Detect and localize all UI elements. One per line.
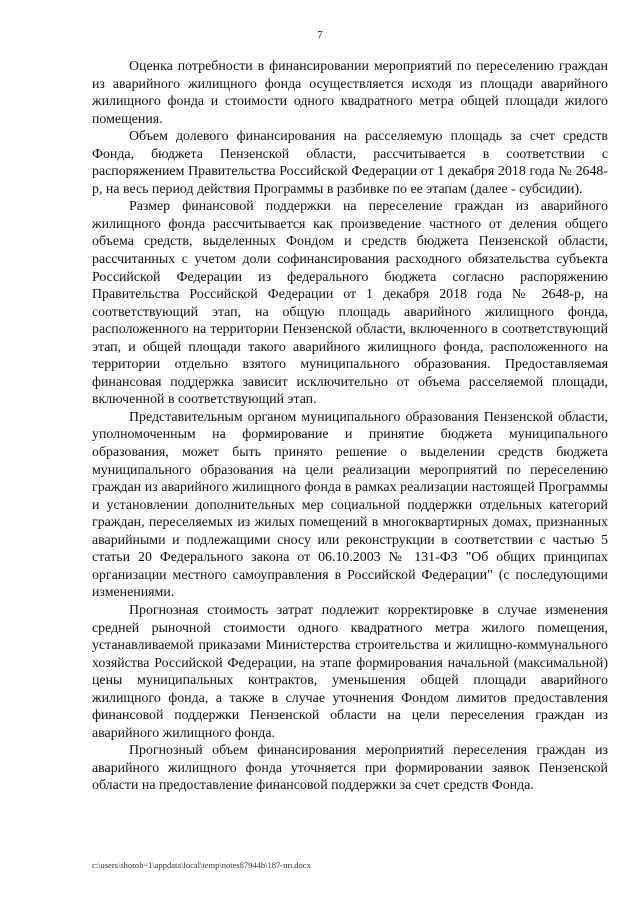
- paragraph-funding-forecast: Прогнозный объем финансирования мероприятий переселения граждан из аварийного жилищного фонда уточняется при формировании заявок Пензенской области на предоставление финансовой поддержки за счет средств Фонда.: [92, 743, 608, 794]
- document-body: [92, 58, 608, 795]
- page-number: 7: [317, 29, 323, 41]
- footer-file-path: c:\users\shoroh~1\appdata\local\temp\notes87944b\187-пп.docx: [92, 860, 311, 870]
- paragraph-municipal-decision: Представительным органом муниципального образования Пензенской области, уполномоченным на формирование и принятие бюджета муниципального образования, может быть принято решение о выделении средств бюджета муниципального образования на цели реализации мероприятий по переселению граждан из аварийного жилищного фонда в рамках реализации настоящей Программы и установлении дополнительных мер социальной поддержки отдельных категорий граждан, переселяемых из жилых помещений в многоквартирных домах, признанных аварийными и подлежащими сносу или реконструкции в соответствии с частью 5 статьи 20 Федерального закона от 06.10.2003 № 131-ФЗ "Об общих принципах организации местного самоуправления в Российской Федерации" (с последующими изменениями.: [92, 409, 608, 601]
- paragraph-needs-assessment: Оценка потребности в финансировании мероприятий по переселению граждан из аварийного жилищного фонда осуществляется исходя из площади аварийного жилищного фонда и стоимости одного квадратного метра общей площади жилого помещения.: [92, 59, 608, 127]
- paragraph-shared-funding: Объем долевого финансирования на расселяемую площадь за счет средств Фонда, бюджета Пензенской области, рассчитывается в соответствии с распоряжением Правительства Российской Федерации от 1 декабря 2018 года № 2648-р, на весь период действия Программы в разбивке по ее этапам (далее - субсидии).: [92, 129, 608, 197]
- paragraph-cost-adjustment: Прогнозная стоимость затрат подлежит корректировке в случае изменения средней рыночной стоимости одного квадратного метра жилого помещения, устанавливаемой приказами Министерства строительства и жилищно-коммунального хозяйства Российской Федерации, на этапе формирования начальной (максимальной) цены муниципальных контрактов, уменьшения общей площади аварийного жилищного фонда, а также в случае уточнения Фондом лимитов предоставления финансовой поддержки Пензенской области на цели переселения граждан из аварийного жилищного фонда.: [92, 602, 608, 741]
- paragraph-financial-support-size: Размер финансовой поддержки на переселение граждан из аварийного жилищного фонда рассчитывается как произведение частного от деления общего объема средств, выделенных Фондом и средств бюджета Пензенской области, рассчитанных с учетом доли софинансирования расходного обязательства субъекта Российской Федерации из федерального бюджета согласно распоряжению Правительства Российской Федерации от 1 декабря 2018 года № 2648-р, на соответствующий этап, на общую площадь аварийного жилищного фонда, расположенного на территории Пензенской области, включенного в соответствующий этап, и общей площади такого аварийного жилищного фонда, расположенного на территории отдельно взятого муниципального образования. Предоставляемая финансовая поддержка зависит исключительно от объема расселяемой площади, включенной в соответствующий этап.: [92, 199, 608, 408]
